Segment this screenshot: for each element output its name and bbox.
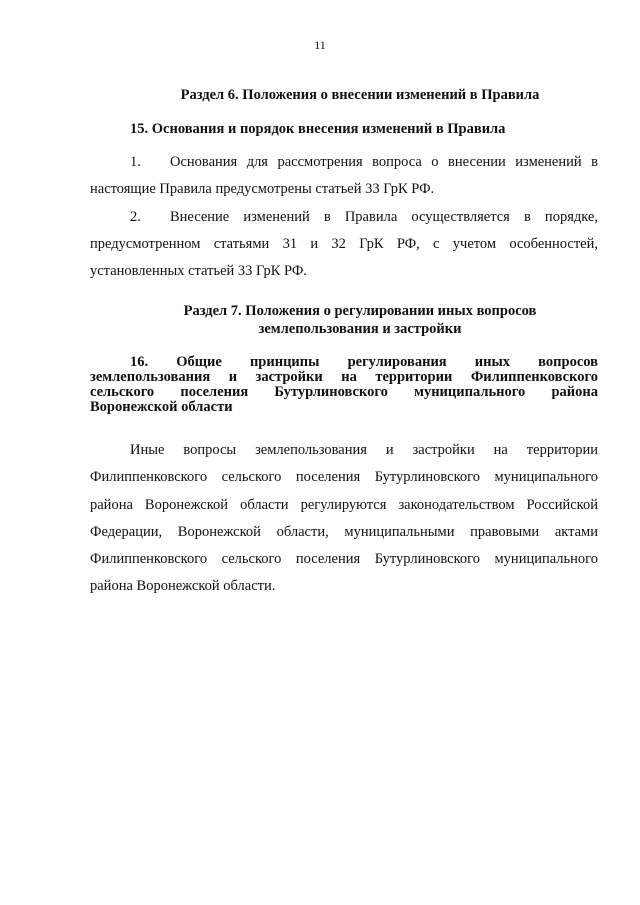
section-6-title: Раздел 6. Положения о внесении изменений в Правила: [180, 87, 540, 103]
article-15-item-2: [90, 204, 598, 285]
article-16-heading-line: Воронежской области: [90, 399, 233, 415]
paragraph-line: Федерации, Воронежской области, муниципальными правовыми актами: [90, 523, 598, 540]
item-text-line: Основания для рассмотрения вопроса о внесении изменений в: [170, 154, 598, 170]
section-7-title-line: землепользования и застройки: [258, 321, 462, 337]
section-7-title: [100, 302, 620, 338]
article-16-heading-line: землепользования и застройки на территории Филиппенковского: [90, 369, 598, 385]
paragraph-line: Филиппенковского сельского поселения Бутурлиновского муниципального: [90, 469, 598, 486]
section-7-title-line: Раздел 7. Положения о регулировании иных вопросов: [183, 303, 537, 319]
article-16-heading-line: сельского поселения Бутурлиновского муниципального района: [90, 384, 598, 400]
paragraph-line: района Воронежской области.: [90, 578, 276, 595]
item-text-line: установленных статьей 33 ГрК РФ.: [90, 263, 307, 279]
article-16-paragraph: [90, 437, 598, 601]
article-16-heading: [90, 355, 598, 415]
item-text-line: настоящие Правила предусмотрены статьей 33 ГрК РФ.: [90, 181, 435, 197]
article-15-heading: 15. Основания и порядок внесения изменений в Правила: [130, 121, 506, 137]
item-text-line: Внесение изменений в Правила осуществляется в порядке,: [170, 209, 598, 225]
article-15-item-1: [90, 149, 598, 203]
paragraph-line: Филиппенковского сельского поселения Бутурлиновского муниципального: [90, 551, 598, 568]
item-number: 1.: [130, 154, 141, 170]
item-text-line: предусмотренном статьями 31 и 32 ГрК РФ, с учетом особенностей,: [90, 236, 598, 252]
article-16-heading-line: 16. Общие принципы регулирования иных вопросов: [130, 354, 598, 370]
page-number: 11: [314, 38, 326, 52]
paragraph-line: Иные вопросы землепользования и застройки на территории: [130, 442, 598, 458]
paragraph-line: района Воронежской области регулируются законодательством Российской: [90, 496, 598, 513]
item-number: 2.: [130, 209, 141, 225]
